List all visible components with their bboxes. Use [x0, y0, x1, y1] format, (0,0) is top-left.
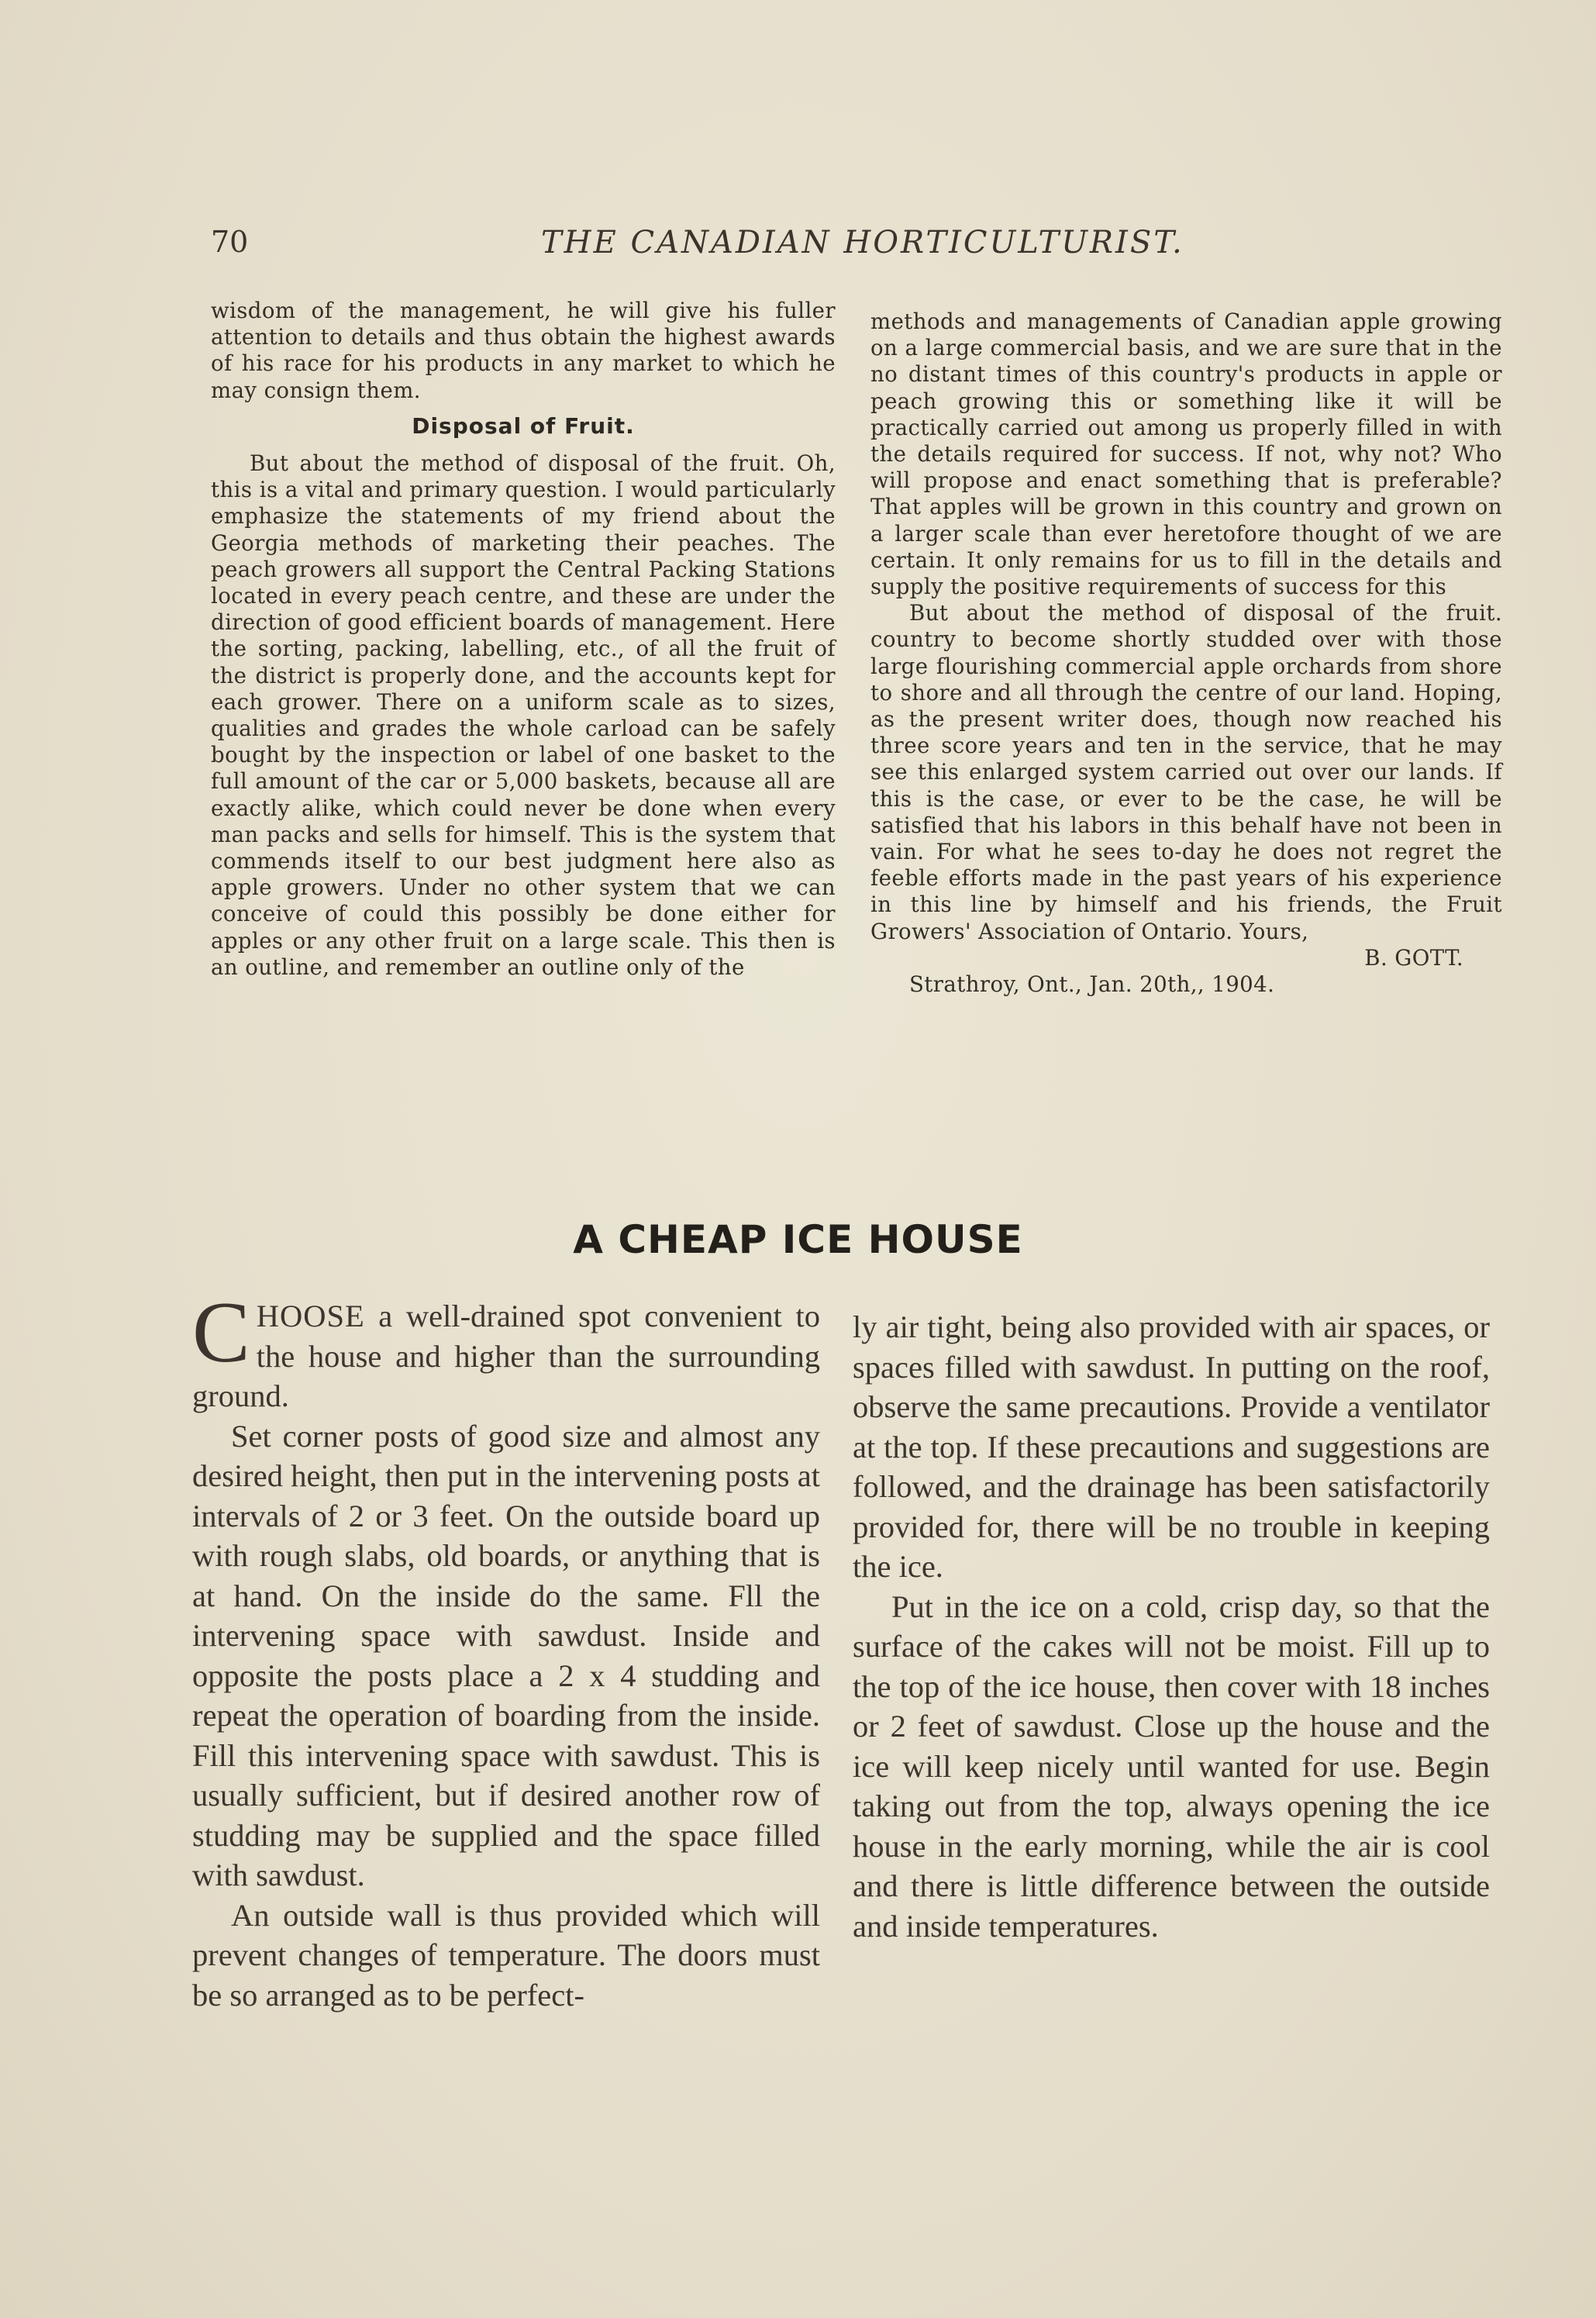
signature-line [870, 945, 1502, 971]
opening-paragraph [192, 1285, 820, 1416]
body-paragraph: An outside wall is thus provided which will prevent changes of temperature. The doors must be so arranged as to be perfect- [192, 1897, 820, 2013]
top-right-column [870, 309, 1502, 998]
continued-paragraph: wisdom of the management, he will give his fuller attention to details and thus obtain the highest awards of his race for his products in any market to which he may consign them. [211, 298, 836, 403]
body-paragraph: But about the method of disposal of the fruit. Oh, this is a vital and primary question. I would particularly emphasize the statements of my friend about the Georgia methods of marketing their peaches. The peach growers all support the Central Packing Stations located in every peach centre, and these are under the direction of good efficient boards of management. Here the sorting, packing, labelling, etc., of all the fruit of the district is properly done, and the accounts kept for each grower. There on a uniform scale as to sizes, qualities and grades the whole carload can be safely bought by the inspection or label of one basket to the full amount of the car or 5,000 baskets, because all are exactly alike, which could never be done when every man packs and sells for himself. This is the system that commends itself to our best judgment here also as apple growers. Under no other system that we can conceive of could this possibly be done either for apples or any other fruit on a large scale. This then is an outline, and remember an outline only of the [211, 450, 836, 980]
author-signature: B. GOTT. [1364, 944, 1463, 971]
body-paragraph: methods and managements of Canadian apple growing on a large commercial basis, and we are sure that in the no distant times of this country's products in apple or peach growing this or something like it will be practically carried out among us properly filled in with the details required for success. If not, why not? Who will propose and enact something that is preferable? That apples will be grown in this country and grown on a larger scale than ever heretofore thought of we are certain. It only remains for us to fill in the details and supply the positive requirements of success for this [870, 309, 1502, 600]
opening-paragraph-text: a well-drained spot convenient to the house and higher than the surrounding ground. [192, 1299, 820, 1413]
drop-cap: C [192, 1285, 250, 1381]
ice-house-right-column [853, 1307, 1490, 1946]
body-paragraph: ly air tight, being also provided with air spaces, or spaces filled with sawdust. In putting on the roof, observe the same precautions. Provide a ventilator at the top. If these precautions and suggestions are followed, and the drainage has been satisfactorily provided for, there will be no trouble in keeping the ice. [853, 1309, 1490, 1584]
article-title: A CHEAP ICE HOUSE [573, 1217, 1023, 1262]
dateline: Strathroy, Ont., Jan. 20th,, 1904. [909, 971, 1275, 998]
body-paragraph: Set corner posts of good size and almost any desired height, then put in the intervening posts at intervals of 2 or 3 feet. On the outside board up with rough slabs, old boards, or anything that is at hand. On the inside do the same. Fll the intervening space with sawdust. Inside and opposite the posts place a 2 x 4 studding and repeat the operation of boarding from the inside. Fill this intervening space with sawdust. This is usually sufficient, but if desired another row of studding may be supplied and the space filled with sawdust. [192, 1418, 820, 1892]
page-number: 70 [211, 225, 249, 259]
running-header [208, 219, 1502, 273]
publication-title: THE CANADIAN HORTICULTURIST. [541, 225, 1184, 260]
body-paragraph: But about the method of disposal of the fruit. country to become shortly studded over with those large flourishing commercial apple orchards from shore to shore and all through the centre of our land. Hoping, as the present writer does, though now reached his three score years and ten in the service, that he may see this enlarged system carried out over our lands. If this is the case, or ever to be the case, he will be satisfied that his labors in this behalf have not been in vain. For what he sees to-day he does not regret the feeble efforts made in the past years of his experience in this line by himself and his friends, the Fruit Growers' Association of Ontario. Yours, [870, 600, 1502, 944]
first-word: HOOSE [256, 1299, 365, 1333]
top-left-column [211, 298, 836, 981]
body-paragraph: Put in the ice on a cold, crisp day, so that the surface of the cakes will not be moist. Fill up to the top of the ice house, then cover with 18 inches or 2 feet of sawdust. Close up the house and the ice will keep nicely until wanted for use. Begin taking out from the top, always opening the ice house in the early morning, while the air is cool and there is little difference between the outside and inside temperatures. [853, 1588, 1490, 1944]
section-subheading: Disposal of Fruit. [412, 412, 635, 439]
ice-house-left-column [192, 1285, 820, 2015]
